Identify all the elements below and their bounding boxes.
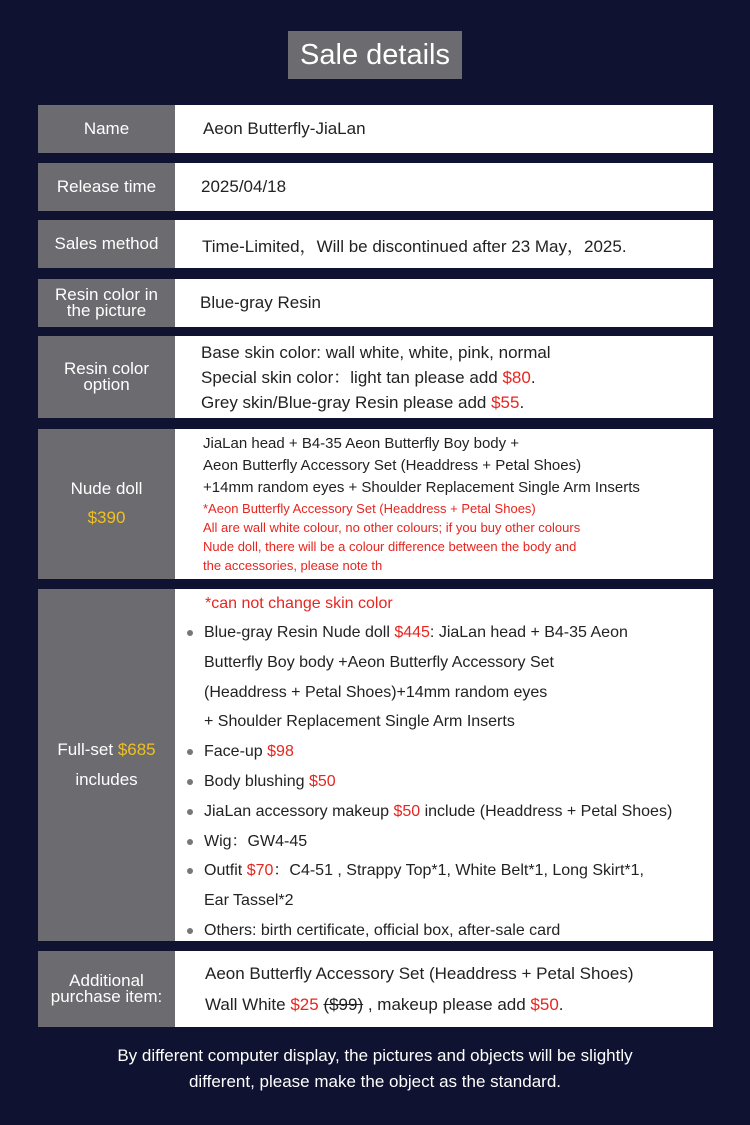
resin-option-line2: Special skin color：light tan please add $80. bbox=[201, 367, 536, 387]
row-resin-option bbox=[38, 336, 713, 418]
nude-doll-note: *Aeon Butterfly Accessory Set (Headdress + Petal Shoes) All are wall white colour, no other colours; if you buy other colours Nude doll, there will be a colour difference between the body and the accessories, please note th bbox=[203, 501, 581, 573]
full-set-note: *can not change skin color bbox=[205, 595, 393, 612]
row-additional-purchase bbox=[38, 951, 713, 1027]
row-nude-doll bbox=[38, 429, 713, 579]
nude-doll-value: JiaLan head + B4-35 Aeon Butterfly Boy body + Aeon Butterfly Accessory Set (Headdress + Petal Shoes) +14mm random eyes + Shoulder Replacement Single Arm Inserts *Aeon Butterfly Accessory Set (Headdress + Petal Shoes) All are wall white colour, no other colours; if you buy other colours Nude doll, there will be a colour difference between the body and the accessories, please note th bbox=[175, 429, 713, 579]
full-set-price: $685 bbox=[117, 740, 156, 759]
list-item: Blue-gray Resin Nude doll $445: JiaLan head + B4-35 Aeon Butterfly Boy body +Aeon Butterfly Accessory Set (Headdress + Petal Shoes)+14mm random eyes + Shoulder Replacement Single Arm Inserts bbox=[175, 618, 713, 737]
row-resin-picture bbox=[38, 279, 713, 327]
release-time-label: Release time bbox=[38, 163, 175, 211]
footer-disclaimer: By different computer display, the pictures and objects will be slightly different, please make the object as the standard. bbox=[117, 1046, 633, 1091]
row-sales-method bbox=[38, 220, 713, 268]
name-label: Name bbox=[38, 105, 175, 153]
nude-doll-price: $390 bbox=[87, 508, 126, 527]
list-item: Wig：GW4-45 bbox=[175, 827, 713, 857]
list-item: Others: birth certificate, official box, after-sale card bbox=[175, 916, 713, 946]
resin-option-line3: Grey skin/Blue-gray Resin please add $55. bbox=[201, 392, 525, 412]
sales-method-value: Time-Limited，Will be discontinued after 23 May，2025. bbox=[175, 220, 713, 268]
resin-option-value bbox=[175, 336, 713, 418]
resin-picture-value: Blue-gray Resin bbox=[175, 279, 713, 327]
nude-doll-label: Nude doll $390 bbox=[38, 429, 175, 579]
additional-purchase-value: Aeon Butterfly Accessory Set (Headdress + Petal Shoes) Wall White $25 ($99) , makeup please add $50. bbox=[175, 951, 713, 1027]
row-full-set bbox=[38, 589, 713, 941]
list-item: Outfit $70：C4-51 , Strappy Top*1, White Belt*1, Long Skirt*1, Ear Tassel*2 bbox=[175, 856, 713, 916]
resin-option-line1: Base skin color: wall white, white, pink, normal bbox=[201, 342, 551, 362]
full-set-label: Full-set $685 includes bbox=[38, 589, 175, 941]
row-release-time bbox=[38, 163, 713, 211]
original-price: ($99) bbox=[323, 995, 364, 1014]
release-time-value: 2025/04/18 bbox=[175, 163, 713, 211]
additional-purchase-label: Additional purchase item: bbox=[38, 951, 175, 1027]
row-name bbox=[38, 105, 713, 153]
full-set-list bbox=[175, 618, 713, 946]
page-title: Sale details bbox=[288, 31, 462, 79]
sales-method-label: Sales method bbox=[38, 220, 175, 268]
resin-picture-label: Resin color in the picture bbox=[38, 279, 175, 327]
name-value: Aeon Butterfly-JiaLan bbox=[175, 105, 713, 153]
list-item: Face-up $98 bbox=[175, 737, 713, 767]
list-item: Body blushing $50 bbox=[175, 767, 713, 797]
list-item: JiaLan accessory makeup $50 include (Headdress + Petal Shoes) bbox=[175, 797, 713, 827]
resin-option-label: Resin color option bbox=[38, 336, 175, 418]
full-set-value bbox=[175, 589, 713, 941]
